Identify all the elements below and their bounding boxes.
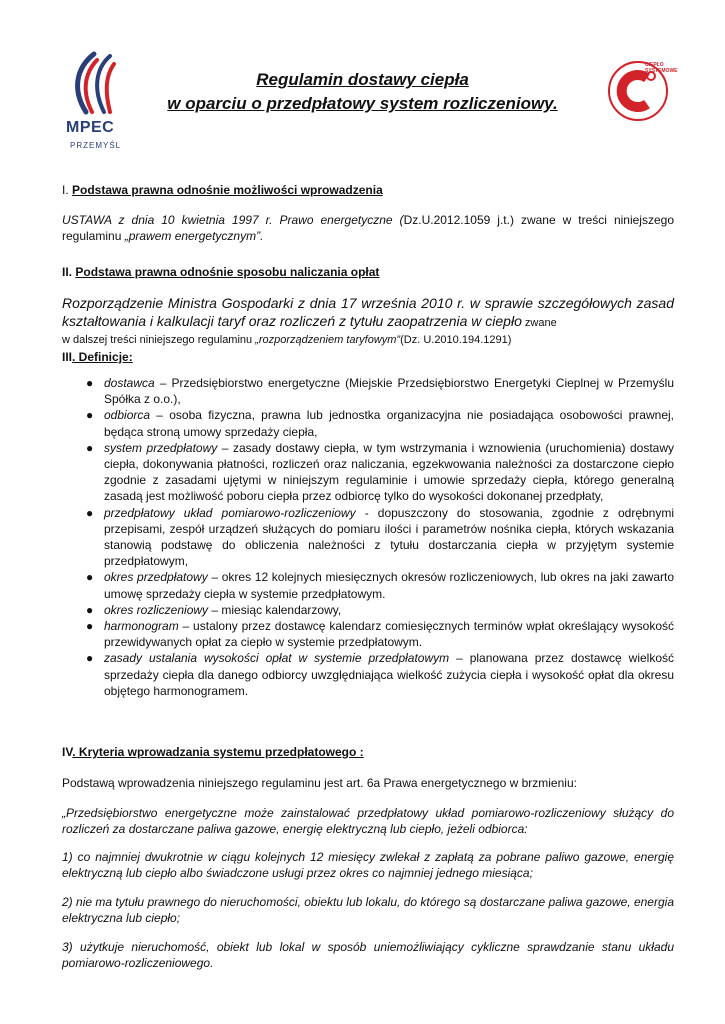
mpec-logo-name: MPEC bbox=[66, 119, 115, 136]
definition-desc: – zasady dostawy ciepła, w tym wstrzymania i wznowienia (uruchomienia) dostawy ciepła, dokonywania płatności, rozliczeń oraz naliczania, egzekwowania należności za dostarczone ciepło zgodnie z zasadami ujętymi w niniejszym regulaminie i umowie sprzedaży ciepła, którego generalną zasadą jest możliwość poboru ciepła przez odbiorcę tylko do wysokości dokonanej przedpłaty, bbox=[104, 440, 674, 504]
page-title-line2: w oparciu o przedpłatowy system rozliczeniowy. bbox=[167, 94, 558, 113]
section-2-num: II. bbox=[62, 265, 73, 279]
bullet-icon: ● bbox=[86, 440, 94, 455]
section-1-heading bbox=[62, 182, 383, 198]
definition-term: odbiorca bbox=[104, 408, 151, 423]
section-2-text bbox=[62, 294, 674, 348]
s4-point-1 bbox=[62, 849, 674, 881]
section-2-heading bbox=[62, 264, 379, 280]
s2-text-b: zwane bbox=[521, 317, 557, 329]
s4-point-3 bbox=[62, 939, 674, 971]
definition-desc: – ustalony przez dostawcę kalendarz comiesięcznych terminów wpłat określający wysokość przewidywanych opłat za ciepło w systemie przedpłatowym. bbox=[104, 619, 674, 650]
definition-item bbox=[62, 375, 674, 407]
definition-item bbox=[62, 407, 674, 439]
s4-point-2 bbox=[62, 894, 674, 926]
section-4-heading bbox=[62, 744, 364, 760]
bullet-icon: ● bbox=[86, 376, 94, 390]
s1-text-a: USTAWA z dnia 10 kwietnia 1997 r. Prawo energetyczne ( bbox=[62, 213, 404, 227]
section-3-num: III bbox=[62, 350, 73, 364]
cieplo-logo-text: CIEPŁO SYSTEMOWE bbox=[645, 62, 678, 74]
s4-quote-text: „Przedsiębiorstwo energetyczne może zainstalować przedpłatowy układ pomiarowo-rozliczeniowy służący do rozliczeń za dostarczane paliwa gazowe, energię elektryczną lub ciepło, jeżeli odbiorca: bbox=[62, 806, 674, 837]
section-4-title: . Kryteria wprowadzania systemu przedpłatowego : bbox=[72, 745, 364, 759]
s4-quote bbox=[62, 805, 674, 837]
section-4-num: IV bbox=[62, 745, 73, 759]
bullet-icon: ● bbox=[86, 619, 94, 634]
s2-reg-tail bbox=[62, 332, 674, 348]
bullet-icon: ● bbox=[86, 602, 94, 617]
definitions-list bbox=[62, 375, 674, 699]
definition-term: przedpłatowy układ pomiarowo-rozliczeniowy bbox=[104, 505, 356, 520]
definition-term: okres rozliczeniowy bbox=[104, 602, 209, 617]
definition-item bbox=[62, 602, 674, 618]
definition-item bbox=[62, 569, 674, 601]
definition-desc: – Przedsiębiorstwo energetyczne (Miejskie Przedsiębiorstwo Energetyki Cieplnej w Przemyślu Spółka z o.o.), bbox=[104, 376, 674, 407]
definition-item bbox=[62, 618, 674, 650]
section-1-title: Podstawa prawna odnośnie możliwości wprowadzenia bbox=[72, 183, 383, 197]
s1-text-c: „prawem energetycznym”. bbox=[124, 229, 264, 244]
s4-point-2-text: 2) nie ma tytułu prawnego do nieruchomości, obiektu lub lokalu, do którego są dostarczane paliwa gazowe, energia elektryczna lub ciepło; bbox=[62, 895, 674, 926]
mpec-logo-sub: PRZEMYŚL bbox=[70, 141, 122, 150]
definition-term: harmonogram bbox=[104, 619, 179, 634]
s2-text-a: Rozporządzenie Ministra Gospodarki z dnia 17 września 2010 r. w sprawie szczegółowych zasad kształtowania i kalkulacji taryf oraz rozliczeń z tytułu zaopatrzenia w ciepło bbox=[62, 295, 674, 329]
bullet-icon: ● bbox=[86, 651, 94, 666]
page-title-line1: Regulamin dostawy ciepła bbox=[256, 70, 469, 89]
definition-desc: – okres 12 kolejnych miesięcznych okresów rozliczeniowych, lub okres na jaki zawarto umowę sprzedaży ciepła w systemie przedpłatowym. bbox=[104, 570, 675, 601]
section-2-title: Podstawa prawna odnośnie sposobu naliczania opłat bbox=[75, 265, 380, 279]
s4-point-3-text: 3) użytkuje nieruchomość, obiekt lub lokal w sposób uniemożliwiający cykliczne sprawdzanie stanu układu pomiarowo-rozliczeniowego. bbox=[62, 940, 674, 971]
bullet-icon: ● bbox=[86, 570, 94, 585]
definition-item bbox=[62, 650, 674, 699]
bullet-icon: ● bbox=[86, 505, 94, 520]
cieplo-systemowe-logo bbox=[605, 58, 678, 124]
section-3-heading bbox=[62, 349, 133, 365]
definition-desc: - dopuszczony do stosowania, zgodnie z odrębnymi przepisami, zespół urządzeń służących do pomiaru ilości i parametrów nośnika ciepła, których wskazania stanowią podstawę do obliczenia należności z tytułu dostarczania ciepła w przyjętym systemie przedpłatowym, bbox=[104, 505, 675, 569]
definition-item bbox=[62, 505, 674, 570]
section-1-num: I. bbox=[62, 183, 69, 197]
definition-desc: – planowana przez dostawcę wielkość sprzedaży ciepła dla danego odbiorcy uwzględniająca wielkość zużycia ciepła i wysokość opłat dla okresu objętego harmonogramem. bbox=[104, 651, 674, 698]
definition-term: okres przedpłatowy bbox=[104, 570, 208, 585]
s2-text-e: (Dz. U.2010.194.1291) bbox=[400, 334, 512, 346]
s2-text-d: „rozporządzeniem taryfowym” bbox=[255, 334, 401, 346]
s2-reg-title bbox=[62, 294, 674, 332]
s4-point-1-text: 1) co najmniej dwukrotnie w ciągu kolejnych 12 miesięcy zwlekał z zapłatą za pobrane paliwo gazowe, energię elektryczną lub ciepło albo świadczone usługi przez okres co najmniej jednego miesiąca; bbox=[62, 850, 674, 881]
definition-desc: – osoba fizyczna, prawna lub jednostka organizacyjna nie posiadająca osobowości prawnej, będąca stroną umowy sprzedaży ciepła, bbox=[104, 408, 674, 439]
definition-desc: – miesiąc kalendarzowy, bbox=[208, 602, 342, 617]
bullet-icon: ● bbox=[86, 408, 94, 423]
s2-text-c: w dalszej treści niniejszego regulaminu bbox=[62, 334, 256, 346]
s1-text-b: Dz.U.2012.1059 j.t.) zwane w treści niniejszego regulaminu bbox=[62, 213, 674, 244]
definition-item bbox=[62, 440, 674, 505]
section-3-title: . Definicje: bbox=[72, 350, 133, 364]
definition-term: zasady ustalania wysokości opłat w systemie przedpłatowym bbox=[104, 651, 450, 666]
s4-intro: Podstawą wprowadzenia niniejszego regulaminu jest art. 6a Prawa energetycznego w brzmieniu: bbox=[62, 776, 577, 790]
definition-term: system przedpłatowy bbox=[104, 440, 218, 455]
definition-term: dostawca bbox=[104, 376, 155, 390]
section-1-text bbox=[62, 212, 674, 244]
